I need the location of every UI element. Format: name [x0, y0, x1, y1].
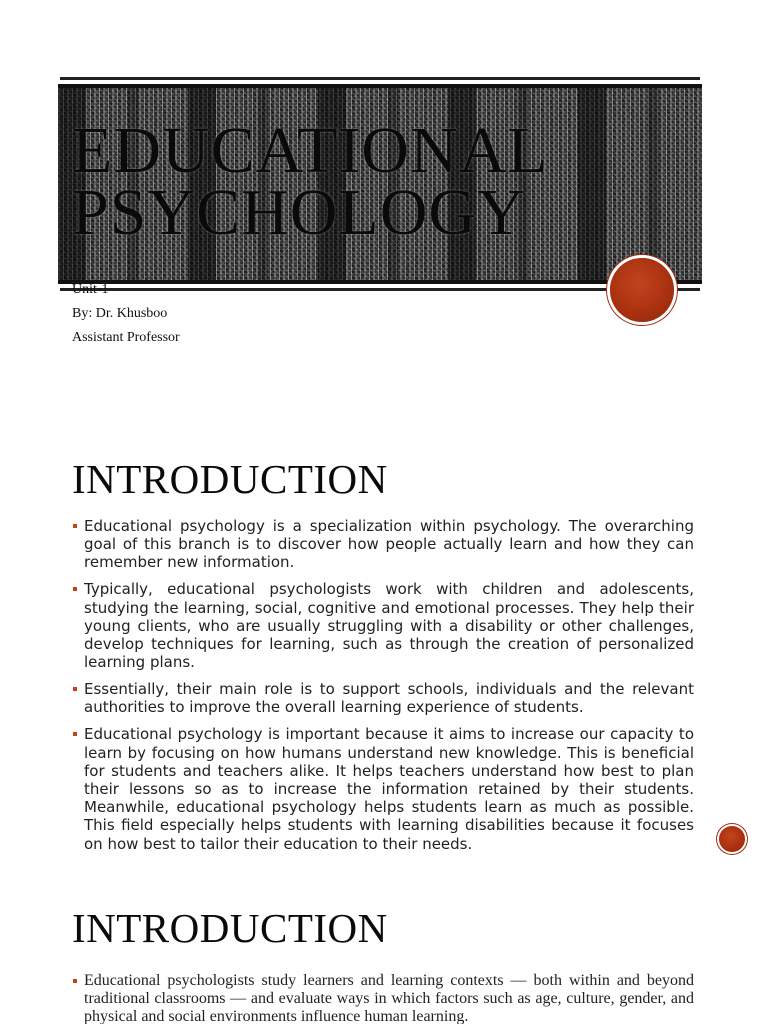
- bullet-list: [72, 972, 694, 1024]
- slide-heading: INTRODUCTION: [72, 456, 388, 502]
- decorative-circle-icon: [719, 826, 745, 852]
- introduction-slide-continued: [0, 900, 768, 1024]
- list-item: Essentially, their main role is to support schools, individuals and the relevant authorities to improve the overall learning experience of students.: [72, 680, 694, 716]
- subtitle-author: By: Dr. Khusboo: [72, 306, 168, 321]
- subtitle-position: Assistant Professor: [72, 330, 180, 345]
- list-item: Educational psychologists study learners and learning contexts — both within and beyond traditional classrooms — and evaluate ways in which factors such as age, culture, gender, and physical and social environments influence human learning.: [72, 972, 694, 1024]
- subtitle-block: [72, 278, 180, 350]
- title-slide: [0, 0, 768, 420]
- title-line-2: PSYCHOLOGY: [72, 176, 526, 249]
- slide-title: [72, 114, 692, 249]
- title-line-1: EDUCATIONAL: [72, 114, 549, 187]
- list-item: Educational psychology is important because it aims to increase our capacity to learn by focusing on how humans understand new knowledge. This is beneficial for students and teachers alike. It helps teachers understand how best to plan their lessons so as to increase the information retained by their students. Meanwhile, educational psychology helps students learn as much as possible. This field especially helps students with learning disabilities because it focuses on how best to tailor their education to their needs.: [72, 725, 694, 852]
- bullet-list: [72, 517, 694, 862]
- list-item: Educational psychology is a specialization within psychology. The overarching goal of this branch is to discover how people actually learn and how they can remember new information.: [72, 517, 694, 572]
- introduction-slide: [0, 420, 768, 900]
- list-item: Typically, educational psychologists work with children and adolescents, studying the learning, social, cognitive and emotional processes. They help their young clients, who are usually struggling with a disability or other challenges, develop techniques for learning, such as through the creation of personalized learning plans.: [72, 580, 694, 671]
- slide-heading: INTRODUCTION: [72, 905, 388, 951]
- decorative-circle-icon: [610, 258, 674, 322]
- subtitle-unit: Unit-1: [72, 282, 109, 297]
